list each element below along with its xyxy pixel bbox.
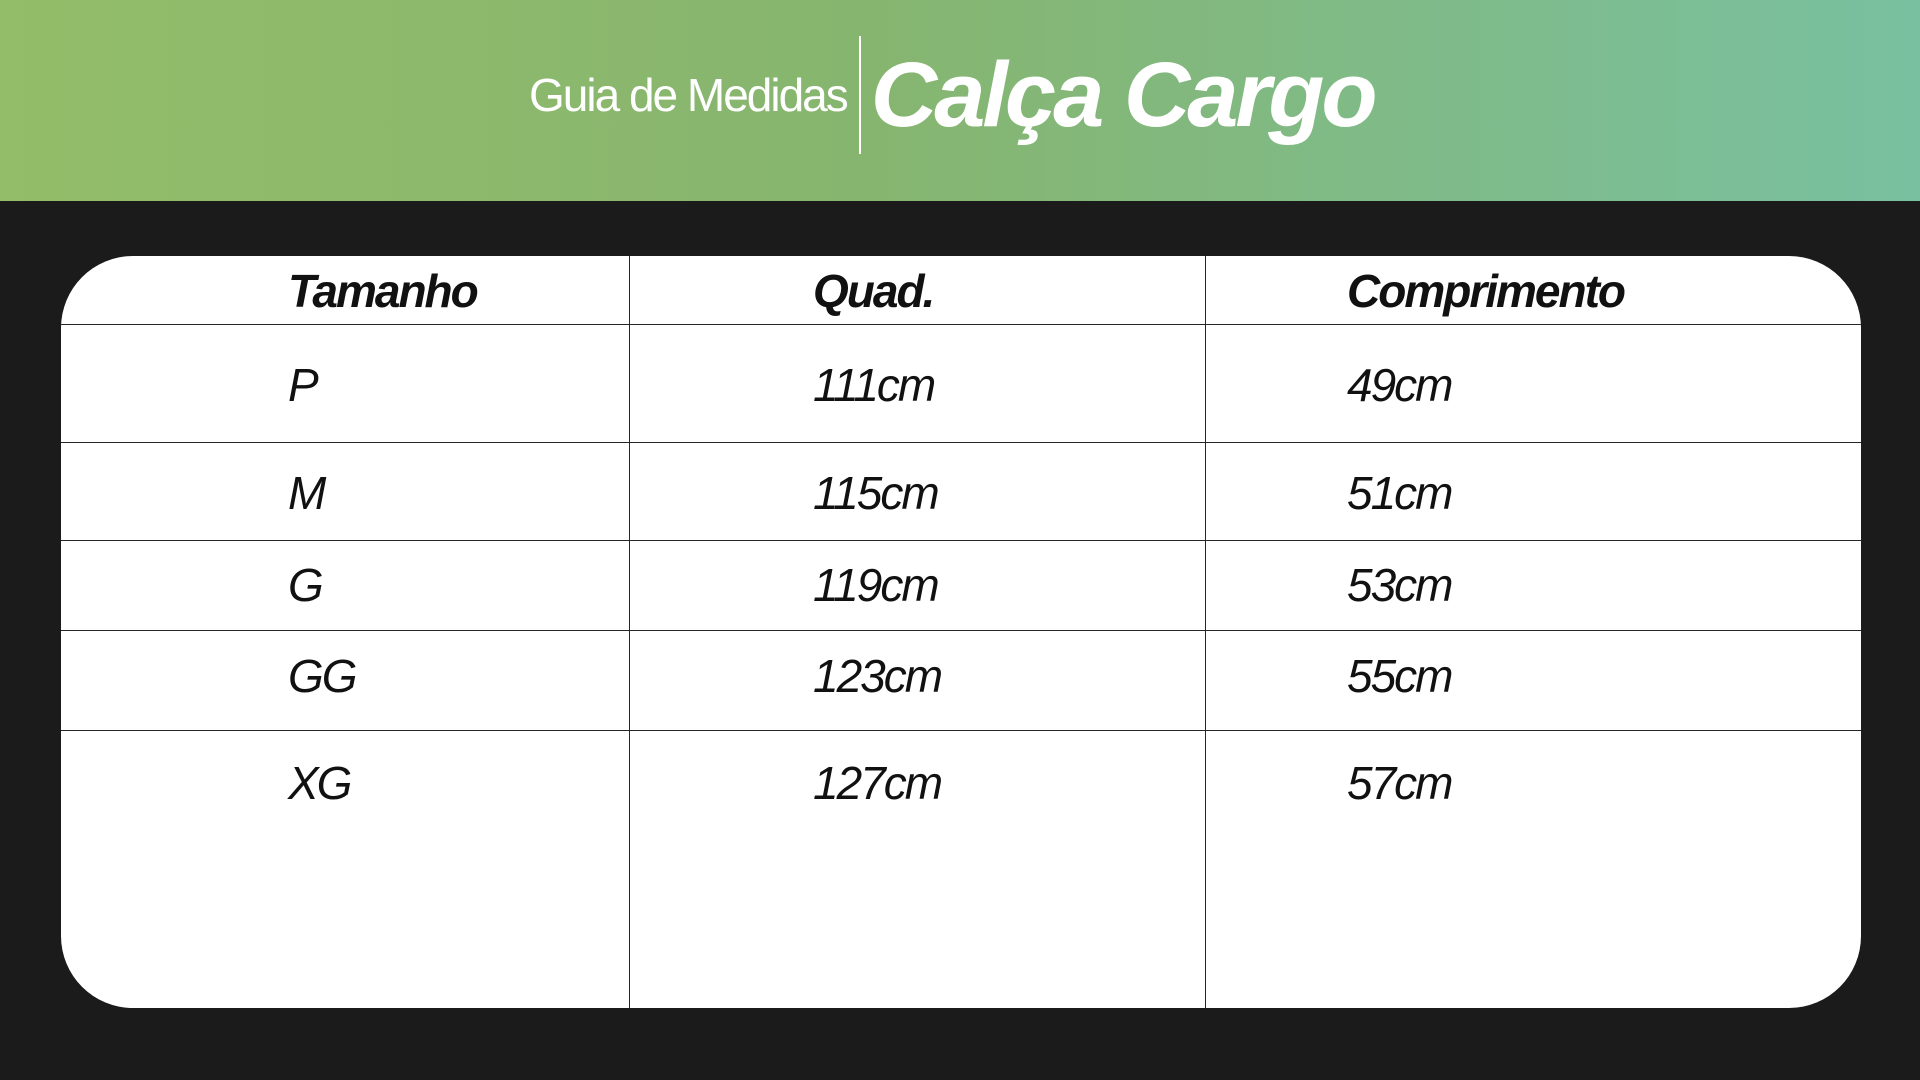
column-divider-1: [629, 256, 630, 1008]
hip-gg: 123cm: [813, 650, 942, 702]
length-g: 53cm: [1347, 559, 1452, 611]
hip-m: 115cm: [813, 467, 938, 519]
size-xg: XG: [288, 757, 351, 809]
row-divider-2: [61, 540, 1861, 541]
column-header-hip: Quad.: [813, 265, 934, 317]
row-divider-3: [61, 630, 1861, 631]
length-m: 51cm: [1347, 467, 1452, 519]
row-divider-4: [61, 730, 1861, 731]
column-header-size: Tamanho: [288, 265, 477, 317]
length-p: 49cm: [1347, 359, 1452, 411]
size-chart-table: [61, 256, 1861, 1008]
hip-xg: 127cm: [813, 757, 942, 809]
header-banner: [0, 0, 1920, 201]
size-gg: GG: [288, 650, 356, 702]
row-divider-1: [61, 442, 1861, 443]
size-g: G: [288, 559, 322, 611]
title-divider: [859, 36, 861, 154]
guide-subtitle: Guia de Medidas: [529, 69, 847, 121]
column-divider-2: [1205, 256, 1206, 1008]
hip-p: 111cm: [813, 359, 935, 411]
hip-g: 119cm: [813, 559, 938, 611]
length-xg: 57cm: [1347, 757, 1452, 809]
header-title-group: [529, 36, 1375, 154]
length-gg: 55cm: [1347, 650, 1452, 702]
size-p: P: [288, 359, 317, 411]
header-row-divider: [61, 324, 1861, 325]
column-header-length: Comprimento: [1347, 265, 1624, 317]
product-title: Calça Cargo: [870, 43, 1375, 146]
size-m: M: [288, 467, 325, 519]
